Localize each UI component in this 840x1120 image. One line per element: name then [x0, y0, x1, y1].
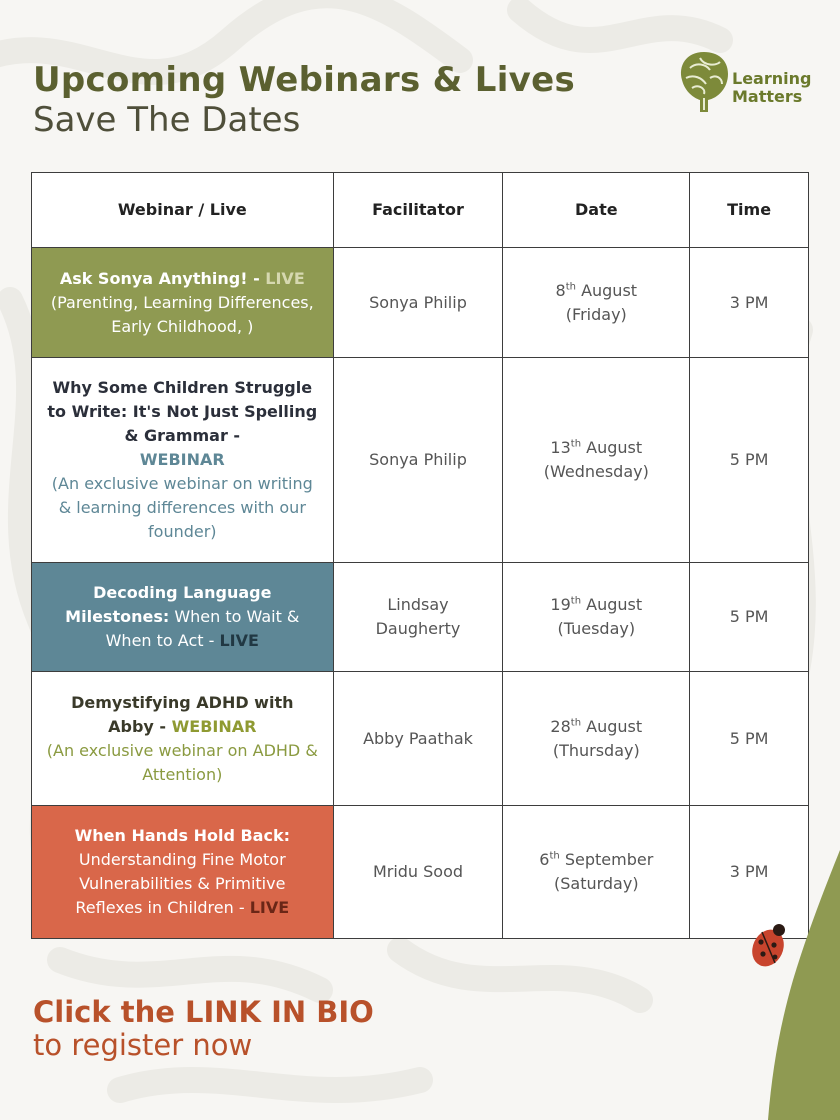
live-tag: LIVE: [249, 898, 290, 917]
date-day: 13: [550, 438, 571, 457]
webinar-tag: WEBINAR: [171, 716, 257, 736]
date-month: August: [581, 280, 638, 300]
brain-tree-icon: [676, 48, 732, 114]
date-day: 8: [555, 280, 566, 300]
ladybug-icon: [746, 924, 789, 972]
time-cell: 5 PM: [690, 672, 809, 806]
webinar-title: Demystifying ADHD with Abby: [71, 692, 294, 736]
page-title: Upcoming Webinars & Lives: [33, 60, 576, 100]
date-month: August: [586, 595, 643, 614]
table-row: [32, 358, 809, 563]
webinar-cell: [32, 672, 334, 806]
time-cell: 3 PM: [690, 248, 809, 358]
date-weekday: (Friday): [565, 304, 627, 324]
live-tag: LIVE: [219, 631, 259, 650]
facilitator-cell: [333, 563, 503, 672]
webinar-cell: [32, 248, 334, 358]
table-header-row: [32, 173, 809, 248]
tag-separator: -: [247, 268, 266, 288]
webinar-description: (Parenting, Learning Differences, Early Childhood, ): [50, 292, 314, 336]
time-cell: 5 PM: [690, 563, 809, 672]
date-cell: [503, 672, 690, 806]
date-weekday: (Saturday): [553, 874, 639, 893]
date-day: 6: [539, 850, 550, 869]
webinar-cell: [32, 358, 334, 563]
date-day: 19: [550, 595, 571, 614]
date-cell: [503, 563, 690, 672]
webinar-subtitle: When to Wait & When to Act: [105, 607, 300, 650]
date-suffix: th: [570, 595, 582, 607]
webinar-cell: [32, 563, 334, 672]
webinar-cell: [32, 806, 334, 939]
time-cell: 5 PM: [690, 358, 809, 563]
date-cell: [503, 806, 690, 939]
table-row: [32, 248, 809, 358]
tag-separator: -: [227, 426, 241, 445]
webinar-description: Understanding Fine Motor Vulnerabilities & Primitive Reflexes in Children: [75, 850, 286, 917]
webinar-description: (An exclusive webinar on ADHD & Attention): [46, 740, 318, 784]
date-suffix: th: [549, 850, 560, 862]
date-month: August: [586, 438, 643, 457]
logo-line-2: Matters: [732, 87, 803, 106]
cta-register-text: to register now: [33, 1028, 253, 1062]
header-date: Date: [503, 173, 690, 248]
facilitator-cell: Sonya Philip: [333, 358, 503, 563]
learning-matters-logo: [676, 48, 816, 116]
webinar-title: When Hands Hold Back:: [74, 826, 290, 845]
tag-separator: -: [233, 898, 250, 917]
facilitator-cell: Sonya Philip: [333, 248, 503, 358]
live-tag: LIVE: [265, 268, 305, 288]
date-day: 28: [550, 716, 571, 736]
webinar-schedule-table: [31, 172, 809, 939]
date-month: August: [586, 716, 643, 736]
date-weekday: (Tuesday): [557, 619, 636, 638]
leaf-illustration: [738, 850, 840, 1120]
header-webinar: Webinar / Live: [32, 173, 334, 248]
logo-line-1: Learning: [732, 69, 812, 88]
date-suffix: th: [570, 438, 582, 450]
date-cell: [503, 358, 690, 563]
webinar-title: Decoding Language Milestones:: [65, 583, 272, 626]
tag-separator: -: [203, 631, 220, 650]
date-month: September: [564, 850, 654, 869]
webinar-tag: WEBINAR: [139, 450, 225, 469]
facilitator-cell: Abby Paathak: [333, 672, 503, 806]
date-suffix: th: [570, 717, 582, 729]
table-row: [32, 563, 809, 672]
date-suffix: th: [565, 281, 576, 293]
webinar-title: Ask Sonya Anything!: [59, 268, 248, 288]
table-row: [32, 672, 809, 806]
table-row: [32, 806, 809, 939]
time-cell: 3 PM: [690, 806, 809, 939]
date-weekday: (Wednesday): [543, 462, 649, 481]
header-facilitator: Facilitator: [333, 173, 503, 248]
facilitator-cell: Mridu Sood: [333, 806, 503, 939]
header-time: Time: [690, 173, 809, 248]
date-weekday: (Thursday): [552, 740, 640, 760]
page-subtitle: Save The Dates: [33, 100, 301, 140]
date-cell: [503, 248, 690, 358]
cta-link-in-bio[interactable]: Click the LINK IN BIO: [33, 995, 374, 1029]
facilitator-name: Lindsay Daugherty: [375, 595, 461, 638]
webinar-description: (An exclusive webinar on writing & learning differences with our founder): [51, 474, 313, 541]
tag-separator: -: [153, 716, 172, 736]
webinar-title: Why Some Children Struggle to Write: It's Not Just Spelling & Grammar: [47, 378, 318, 445]
